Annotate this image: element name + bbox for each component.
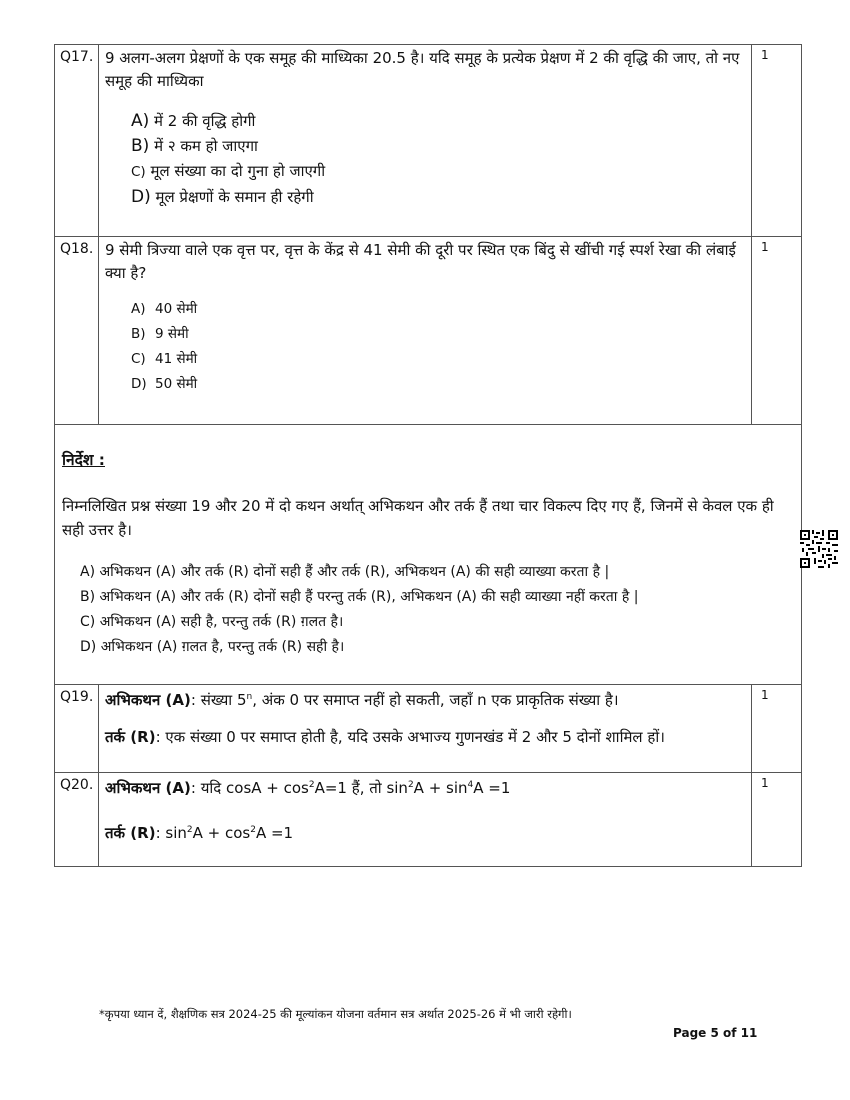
- instruction-option-b: B) अभिकथन (A) और तर्क (R) दोनों सही हैं परन्तु तर्क (R), अभिकथन (A) की सही व्याख्या नहीं करता है |: [80, 589, 639, 605]
- question-number: Q20.: [55, 773, 99, 867]
- question-row-q17: [55, 45, 802, 237]
- instructions-cell: [55, 425, 802, 685]
- question-number: Q18.: [55, 237, 99, 425]
- question-number: Q17.: [55, 45, 99, 237]
- option-a: A) में 2 की वृद्धि होगी: [131, 111, 256, 131]
- assertion-reason-cell: [99, 685, 752, 773]
- reason: तर्क (R): $\sin^2A + \cos^2A =1$: [105, 824, 294, 842]
- question-table: [54, 44, 802, 867]
- assertion-reason-cell: [99, 773, 752, 867]
- option-d: D) 50 सेमी: [131, 376, 198, 392]
- question-row-q19: [55, 685, 802, 773]
- marks: 1: [752, 773, 802, 867]
- marks: 1: [752, 237, 802, 425]
- reason: तर्क (R): एक संख्या 0 पर समाप्त होती है, यदि उसके अभाज्य गुणनखंड में 2 और 5 दोनों शामिल हों।: [105, 728, 665, 746]
- option-b: B) 9 सेमी: [131, 326, 189, 342]
- instructions-row: [55, 425, 802, 685]
- question-text-cell: [99, 45, 752, 237]
- question-text: 9 अलग-अलग प्रेक्षणों के एक समूह की माध्यिका 20.5 है। यदि समूह के प्रत्येक प्रेक्षण में 2 की वृद्धि की जाए, तो नए समूह की माध्यिका: [105, 49, 740, 90]
- instructions-text: निम्नलिखित प्रश्न संख्या 19 और 20 में दो कथन अर्थात् अभिकथन और तर्क हैं तथा चार विकल्प दिए गए हैं, जिनमें से केवल एक ही सही उत्तर है।: [62, 497, 774, 539]
- footer-note: *कृपया ध्यान दें, शैक्षणिक सत्र 2024-25 की मूल्यांकन योजना वर्तमान सत्र अर्थात 2025-26 में भी जारी रहेगी।: [99, 1007, 572, 1021]
- options-list: [131, 297, 745, 397]
- instruction-option-c: C) अभिकथन (A) सही है, परन्तु तर्क (R) ग़लत है।: [80, 614, 344, 630]
- option-b: B) में २ कम हो जाएगा: [131, 136, 258, 156]
- option-c: C) 41 सेमी: [131, 351, 198, 367]
- marks: 1: [752, 45, 802, 237]
- page-number: Page 5 of 11: [673, 1026, 758, 1040]
- assertion: अभिकथन (A): संख्या 5$^n$, अंक 0 पर समाप्त नहीं हो सकती, जहाँ n एक प्राकृतिक संख्या है।: [105, 691, 619, 709]
- instruction-option-a: A) अभिकथन (A) और तर्क (R) दोनों सही हैं और तर्क (R), अभिकथन (A) की सही व्याख्या करता है |: [80, 564, 610, 580]
- instruction-option-d: D) अभिकथन (A) ग़लत है, परन्तु तर्क (R) सही है।: [80, 639, 345, 655]
- question-text-cell: [99, 237, 752, 425]
- instructions-options: [80, 560, 795, 660]
- instructions-title: निर्देश :: [62, 451, 105, 469]
- question-row-q20: [55, 773, 802, 867]
- question-row-q18: [55, 237, 802, 425]
- question-number: Q19.: [55, 685, 99, 773]
- marks: 1: [752, 685, 802, 773]
- options-list: [131, 109, 745, 210]
- assertion: अभिकथन (A): यदि $\cos A + \cos^2A=1$ हैं, तो $\sin^2A + \sin^4A =1$: [105, 779, 511, 797]
- option-a: A) 40 सेमी: [131, 301, 198, 317]
- question-text: 9 सेमी त्रिज्या वाले एक वृत्त पर, वृत्त के केंद्र से 41 सेमी की दूरी पर स्थित एक बिंदु से खींची गई स्पर्श रेखा की लंबाई क्या है?: [105, 241, 736, 282]
- qr-code-icon: [800, 530, 838, 568]
- option-c: C) मूल संख्या का दो गुना हो जाएगी: [131, 162, 326, 180]
- option-d: D) मूल प्रेक्षणों के समान ही रहेगी: [131, 187, 314, 207]
